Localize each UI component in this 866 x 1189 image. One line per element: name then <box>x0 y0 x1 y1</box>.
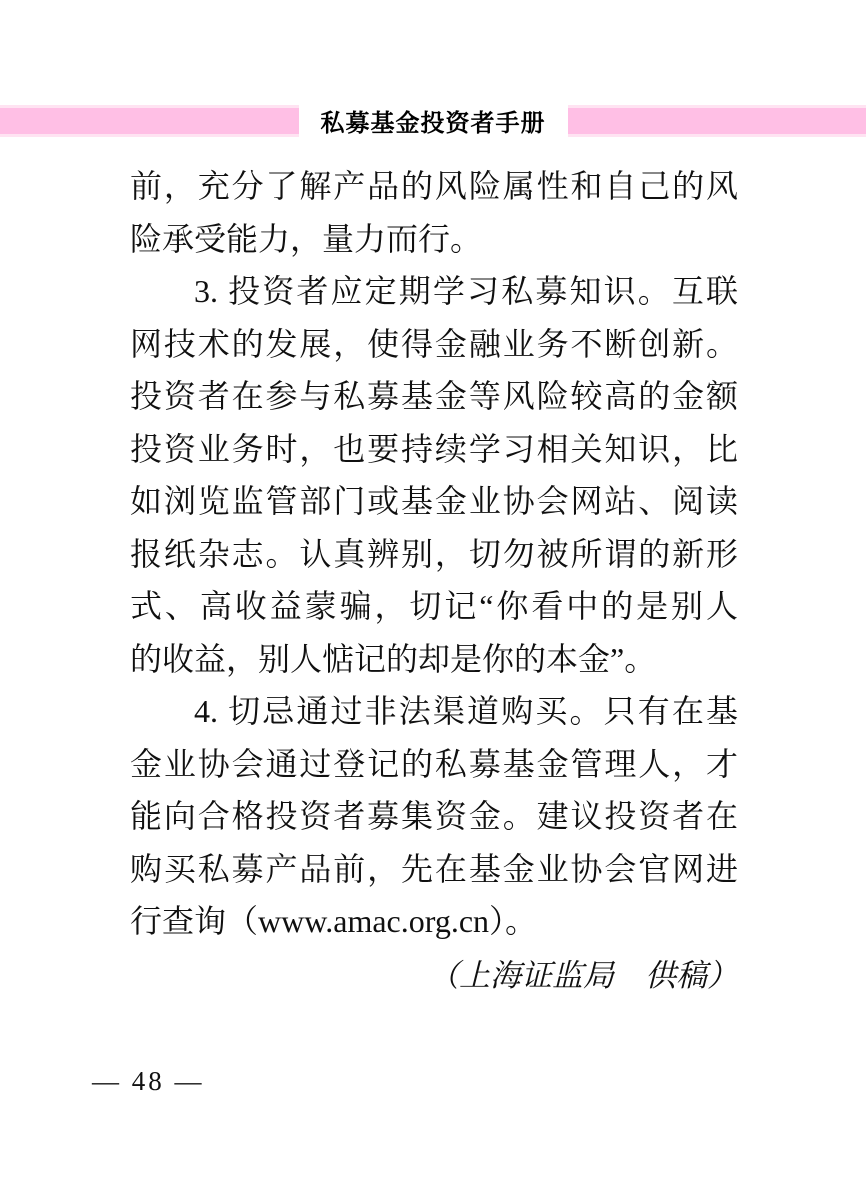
page-header-title: 私募基金投资者手册 <box>320 110 546 137</box>
body-text-line: 4. 切忌通过非法渠道购买。只有在基 <box>194 693 738 729</box>
body-text <box>130 160 738 1002</box>
body-text-line: 3. 投资者应定期学习私募知识。互联 <box>194 273 738 309</box>
body-text-line: 能向合格投资者募集资金。建议投资者在 <box>130 798 738 834</box>
body-text-line: 投资者在参与私募基金等风险较高的金额 <box>130 378 738 414</box>
body-text-line: 前，充分了解产品的风险属性和自己的风 <box>130 168 738 204</box>
body-text-line: 金业协会通过登记的私募基金管理人，才 <box>130 745 738 782</box>
body-text-line: 的收益，别人惦记的却是你的本金”。 <box>130 640 657 677</box>
body-text-line: 购买私募产品前，先在基金业协会官网进 <box>130 850 738 887</box>
body-text-line: 投资业务时，也要持续学习相关知识，比 <box>130 430 738 467</box>
body-text-line: 式、高收益蒙骗，切记“你看中的是别人 <box>130 588 738 624</box>
body-text-line: 险承受能力，量力而行。 <box>130 220 483 257</box>
body-text-line: 如浏览监管部门或基金业协会网站、阅读 <box>130 483 738 519</box>
body-text-line: 报纸杂志。认真辨别，切勿被所谓的新形 <box>130 535 738 572</box>
credit-line: （上海证监局 供稿） <box>428 957 738 993</box>
body-text-line: 行查询（www.amac.org.cn）。 <box>130 903 538 939</box>
page-number: — 48 — <box>92 1066 205 1096</box>
header-rule-left <box>0 105 299 137</box>
header-rule-right <box>568 105 866 137</box>
page-header <box>0 103 866 138</box>
body-text-line: 网技术的发展，使得金融业务不断创新。 <box>130 325 738 362</box>
